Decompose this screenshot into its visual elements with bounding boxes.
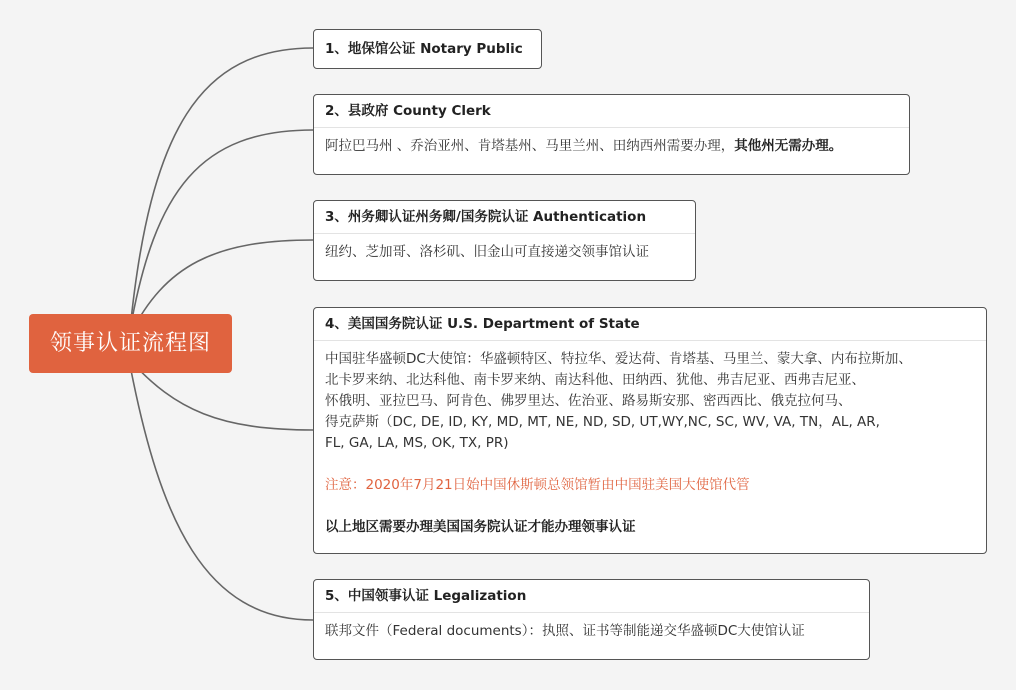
node-legalization-title: 5、中国领事认证 Legalization: [314, 580, 869, 613]
state-list-line: 得克萨斯（DC, DE, ID, KY, MD, MT, NE, ND, SD, UT,WY,NC, SC, WV, VA, TN，AL, AR,: [325, 414, 880, 430]
connector-node-2: [130, 130, 313, 330]
root-topic[interactable]: [29, 314, 232, 373]
state-list-line: FL, GA, LA, MS, OK, TX, PR): [325, 435, 509, 451]
connector-node-1: [130, 48, 313, 330]
node-county-clerk-title: 2、县政府 County Clerk: [314, 95, 909, 128]
connector-node-5: [130, 365, 313, 620]
node-us-department-of-state-title: 4、美国国务院认证 U.S. Department of State: [314, 308, 986, 341]
state-list-line: 中国驻华盛顿DC大使馆：华盛顿特区、特拉华、爱达荷、肯塔基、马里兰、蒙大拿、内布拉斯加、: [325, 351, 912, 367]
node-legalization[interactable]: [313, 579, 870, 660]
node-authentication-title: 3、州务卿认证州务卿/国务院认证 Authentication: [314, 201, 695, 234]
node-county-clerk-body: [314, 128, 909, 157]
root-topic-label: 领事认证流程图: [49, 331, 211, 356]
node-authentication[interactable]: [313, 200, 696, 281]
state-requirement-footer: 以上地区需要办理美国国务院认证才能办理领事认证: [325, 519, 636, 535]
houston-consulate-note: 注意：2020年7月21日始中国休斯顿总领馆暂由中国驻美国大使馆代管: [325, 477, 750, 493]
node-us-department-of-state-body: [314, 341, 986, 538]
county-clerk-other-states: 其他州无需办理。: [734, 138, 843, 154]
node-county-clerk[interactable]: [313, 94, 910, 175]
state-list-line: 北卡罗来纳、北达科他、南卡罗来纳、南达科他、田纳西、犹他、弗吉尼亚、西弗吉尼亚、: [325, 372, 865, 388]
node-notary-public-title: 1、地保馆公证 Notary Public: [325, 41, 523, 57]
node-legalization-body: 联邦文件（Federal documents）：执照、证书等制能递交华盛顿DC大使馆认证: [325, 623, 805, 639]
county-clerk-states: 阿拉巴马州 、乔治亚州、肯塔基州、马里兰州、田纳西州需要办理，: [325, 138, 735, 154]
node-notary-public[interactable]: [313, 29, 542, 69]
node-authentication-body: 纽约、芝加哥、洛杉矶、旧金山可直接递交领事馆认证: [325, 244, 649, 260]
state-list-line: 怀俄明、亚拉巴马、阿肯色、佛罗里达、佐治亚、路易斯安那、密西西比、俄克拉何马、: [325, 393, 852, 409]
node-us-department-of-state[interactable]: [313, 307, 987, 554]
